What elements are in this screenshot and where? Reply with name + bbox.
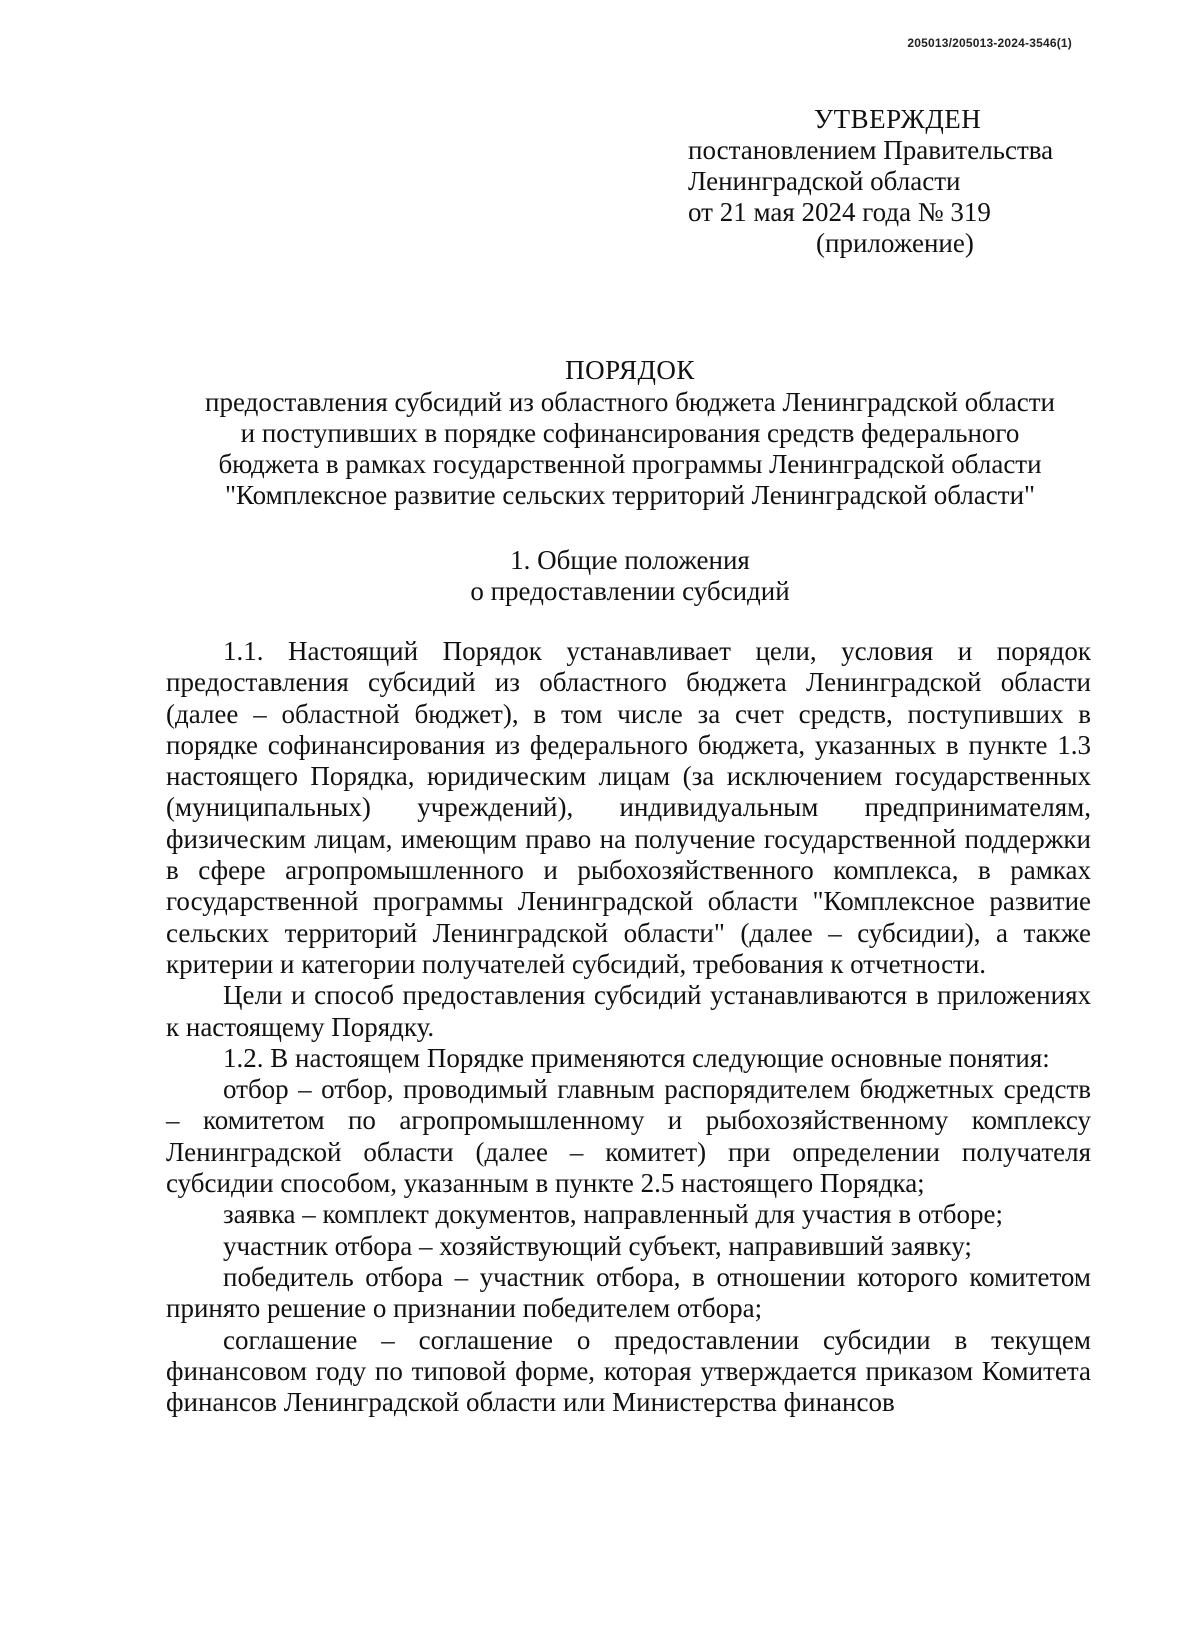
definition-participant: участник отбора – хозяйствующий субъект, направивший заявку; bbox=[223, 1230, 972, 1261]
document-title-line-3: бюджета в рамках государственной программы Ленинградской области bbox=[218, 449, 1042, 479]
section-1-title bbox=[165, 545, 1095, 607]
document-title-line-4: "Комплексное развитие сельских территорий Ленинградской области" bbox=[224, 480, 1036, 510]
approval-appendix: (приложение) bbox=[816, 228, 974, 258]
document-title-line-2: и поступивших в порядке софинансирования средств федерального bbox=[240, 418, 1020, 448]
paragraph-1-1: 1.1. Настоящий Порядок устанавливает цели, условия и порядок предоставления субсидий из областного бюджета Ленинградской области (далее – областной бюджет), в том числе за счет средств, поступивших в порядке софинансирования из федерального бюджета, указанных в пункте 1.3 настоящего Порядка, юридическим лицам (за исключением государственных (муниципальных) учреждений), индивидуальным предпринимателям, физическим лицам, имеющим право на получение государственной поддержки в сфере агропромышленного и рыбохозяйственного комплекса, в рамках государственной программы Ленинградской области "Комплексное развитие сельских территорий Ленинградской области" (далее – субсидии), а также критерии и категории получателей субсидий, требования к отчетности. bbox=[166, 636, 1091, 979]
section-1-title-line-2: о предоставлении субсидий bbox=[470, 576, 790, 606]
approval-line-2: Ленинградской области bbox=[688, 166, 961, 196]
document-heading: ПОРЯДОК bbox=[565, 355, 695, 385]
approval-title: УТВЕРЖДЕН bbox=[814, 104, 982, 134]
section-1-title-line-1: 1. Общие положения bbox=[510, 545, 750, 575]
paragraph-goals: Цели и способ предоставления субсидий устанавливаются в приложениях к настоящему Порядку. bbox=[166, 980, 1091, 1042]
registration-number: 205013/205013-2024-3546(1) bbox=[907, 36, 1072, 50]
definition-application: заявка – комплект документов, направленный для участия в отборе; bbox=[223, 1199, 1003, 1230]
document-title bbox=[165, 355, 1095, 511]
approval-block bbox=[688, 104, 1108, 259]
definition-winner: победитель отбора – участник отбора, в отношении которого комитетом принято решение о признании победителем отбора; bbox=[166, 1261, 1091, 1324]
document-title-line-1: предоставления субсидий из областного бюджета Ленинградской области bbox=[205, 387, 1055, 417]
approval-line-3: от 21 мая 2024 года № 319 bbox=[688, 197, 991, 227]
document-body bbox=[166, 636, 1091, 1418]
approval-line-1: постановлением Правительства bbox=[688, 135, 1054, 165]
definition-agreement: соглашение – соглашение о предоставлении субсидии в текущем финансовом году по типовой форме, которая утверждается приказом Комитета финансов Ленинградской области или Министерства финансов bbox=[166, 1324, 1091, 1418]
paragraph-1-2: 1.2. В настоящем Порядке применяются следующие основные понятия: bbox=[223, 1042, 1050, 1073]
definition-selection: отбор – отбор, проводимый главным распорядителем бюджетных средств – комитетом по агропромышленному и рыбохозяйственному комплексу Ленинградской области (далее – комитет) при определении получателя субсидии способом, указанным в пункте 2.5 настоящего Порядка; bbox=[166, 1074, 1091, 1199]
